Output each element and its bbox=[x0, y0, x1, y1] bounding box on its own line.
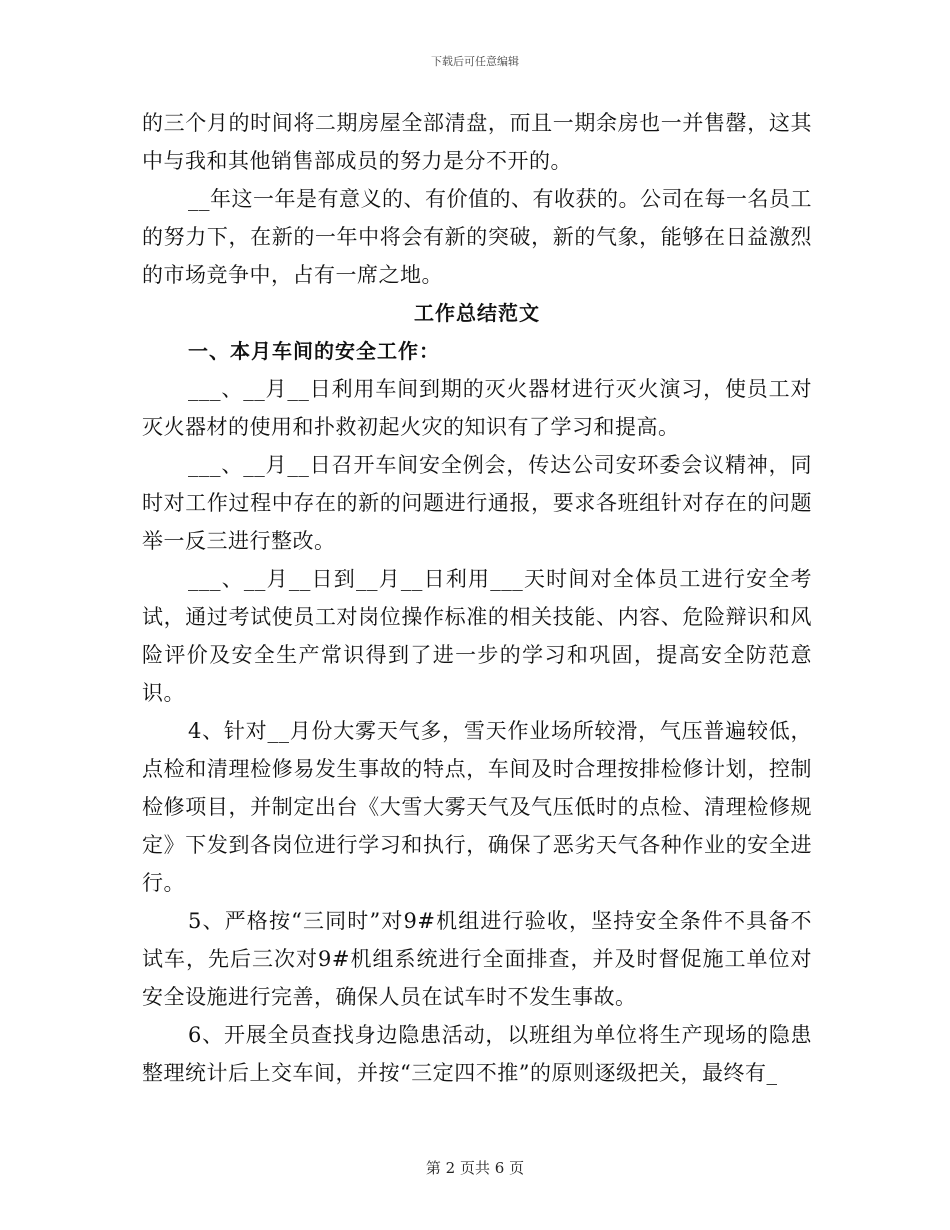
list-item-5: 5、严格按“三同时”对9#机组进行验收，坚持安全条件不具备不试车，先后三次对9#机组系统进行全面排查，并及时督促施工单位对安全设施进行完善，确保人员在试车时不发生事故。 bbox=[142, 909, 812, 1009]
list-item-4: 4、针对__月份大雾天气多，雪天作业场所较滑，气压普遍较低，点检和清理检修易发生事故的特点，车间及时合理按排检修计划，控制检修项目，并制定出台《大雪大雾天气及气压低时的点检、清理检修规定》下发到各岗位进行学习和执行，确保了恶劣天气各种作业的安全进行。 bbox=[142, 719, 812, 895]
list-item-1: ___、__月__日利用车间到期的灭火器材进行灭火演习，使员工对灭火器材的使用和扑救初起火灾的知识有了学习和提高。 bbox=[142, 377, 812, 439]
paragraph-year-summary: __年这一年是有意义的、有价值的、有收获的。公司在每一名员工的努力下，在新的一年中将会有新的突破，新的气象，能够在日益激烈的市场竞争中，占有一席之地。 bbox=[142, 187, 812, 287]
list-item-6: 6、开展全员查找身边隐患活动，以班组为单位将生产现场的隐患整理统计后上交车间，并按“三定四不推”的原则逐级把关，最终有_ bbox=[142, 1023, 812, 1085]
section-title: 工作总结范文 bbox=[414, 301, 540, 325]
paragraph-continuation: 的三个月的时间将二期房屋全部清盘，而且一期余房也一并售罄，这其中与我和其他销售部成员的努力是分不开的。 bbox=[142, 111, 812, 173]
page-header-note: 下载后可任意编辑 bbox=[431, 55, 519, 68]
list-item-2: ___、__月__日召开车间安全例会，传达公司安环委会议精神，同时对工作过程中存在的新的问题进行通报，要求各班组针对存在的问题举一反三进行整改。 bbox=[142, 453, 812, 553]
page-footer: 第 2 页共 6 页 bbox=[425, 1159, 525, 1177]
list-item-3: ___、__月__日到__月__日利用___天时间对全体员工进行安全考试，通过考试使员工对岗位操作标准的相关技能、内容、危险辩识和风险评价及安全生产常识得到了进一步的学习和巩固，提高安全防范意识。 bbox=[142, 567, 812, 705]
document-body bbox=[142, 104, 812, 1092]
section-heading: 一、本月车间的安全工作： bbox=[188, 339, 440, 363]
